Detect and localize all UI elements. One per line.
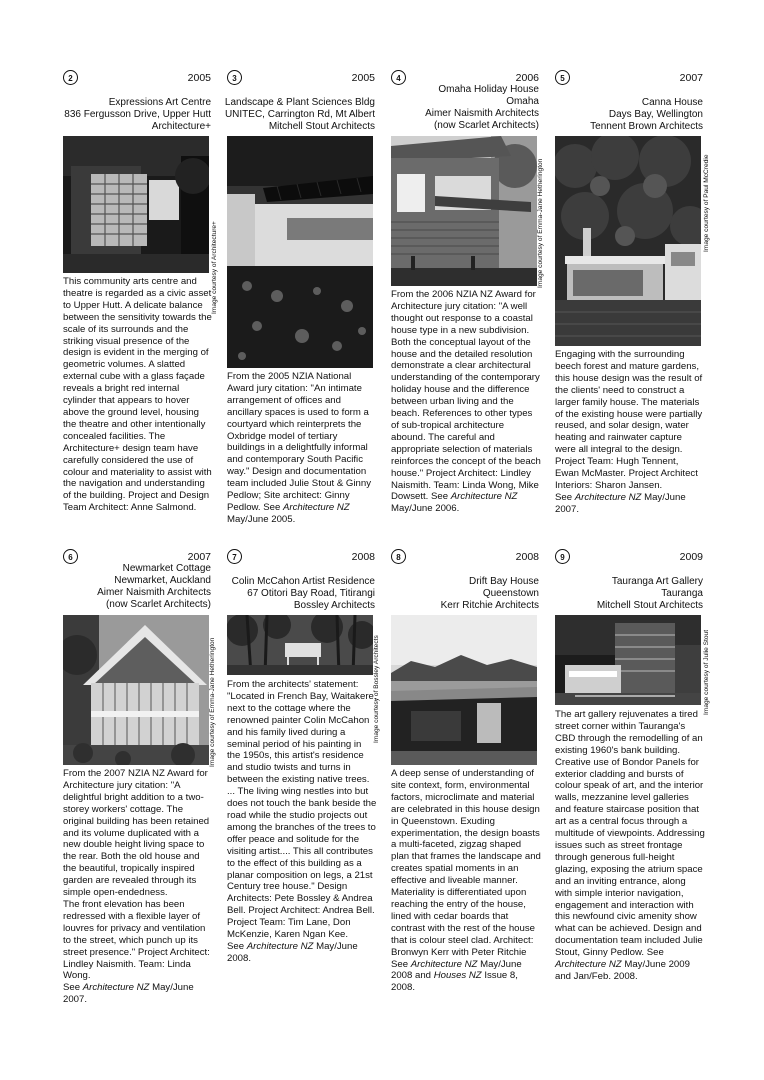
project-architect: Aimer Naismith Architects (97, 587, 211, 598)
entry-description (555, 709, 705, 983)
entry-year: 2008 (351, 551, 375, 563)
entry-year: 2005 (351, 72, 375, 84)
entry-year: 2008 (515, 551, 539, 563)
project-location: Omaha (506, 96, 539, 107)
project-name: Colin McCahon Artist Residence (231, 576, 375, 587)
project-location: 67 Otitori Bay Road, Titirangi (247, 588, 375, 599)
project-architect-note: (now Scarlet Architects) (433, 120, 539, 131)
entry-header (64, 97, 211, 133)
project-name: Expressions Art Centre (108, 97, 211, 108)
entry-number-badge: 5 (555, 70, 570, 85)
photo-credit: Image courtesy of Julie Stout (703, 629, 710, 715)
entry-header (225, 97, 375, 133)
description-paragraph: From the 2006 NZIA NZ Award for Architecture jury citation: "A well thought out response to a coastal house type in a new subdivision. Both the conceptual layout of the house and the detailed resolution demonstrate a clear architectural understanding of the contemporary holiday house and the difference between urban living and the beach. References to other types of sub-tropical architecture abound. The careful and appropriate selection of materials reinforces the concept of the beach house." Project Architect: Lindley Naismith. Team: Linda Wong, Mike Dowsett. (391, 289, 541, 503)
project-architect: Bossley Architects (293, 600, 375, 611)
project-name: Omaha Holiday House (438, 84, 539, 95)
project-architect: Aimer Naismith Architects (425, 108, 539, 119)
description-paragraph: Engaging with the surrounding beech forest and mature gardens, this house design was the result of the clients' need to construct a larger family house. The materials of the existing house were partially reused, and solar design, water heating and rainwater capture were all integral to the design. Project Team: Hugh Tennent, Ewan McMaster. Project Architect Interiors: Sharon Jansen. (555, 349, 703, 491)
project-photo (555, 136, 701, 346)
photo-credit: Image courtesy of Paul McCredie (703, 154, 710, 252)
entry-header (597, 576, 703, 612)
entry-year: 2009 (679, 551, 703, 563)
see-also-prefix: See (431, 491, 451, 503)
see-also-issue: May/June 2007. (63, 982, 194, 1006)
see-also-publication: Architecture NZ (246, 940, 314, 952)
see-also-prefix: See (227, 940, 247, 952)
project-architect: Tennent Brown Architects (590, 121, 703, 132)
entry-number-badge: 2 (63, 70, 78, 85)
see-also-prefix: See (391, 958, 411, 970)
see-also-issue: May/June 2007. (555, 491, 686, 515)
entry-number-badge: 7 (227, 549, 242, 564)
description-paragraph: The front elevation has been redressed with a flexible layer of louvres for privacy and ventilation to the street, which punch up its street presence." Project Architect: Lindley Naismith. Team: Linda Wong. (63, 898, 210, 982)
entry-year: 2005 (187, 72, 211, 84)
photo-credit: Image courtesy of Bossley Architects (373, 635, 380, 743)
project-architect: Architecture+ (151, 121, 211, 132)
see-also-publication: Architecture NZ (450, 491, 518, 503)
project-photo (391, 136, 537, 286)
see-also-publication: Architecture NZ (283, 501, 350, 513)
project-location: Queenstown (482, 588, 539, 599)
entry-description (391, 768, 541, 994)
photo-credit: Image courtesy of Emma-Jane Hetherington (537, 158, 544, 288)
description-paragraph: A deep sense of understanding of site context, form, environmental factors, microclimate and material are celebrated in this house design in Queenstown. Exuding experimentation, the design boasts a multi-faceted, zigzag shaped plan that frames the landscape and creates spatial moments in an effective and liveable manner. Materiality is differentiated upon reaching the entry of the house, lined with cedar boards that contrast with the rest of the house that is colour steel clad. Architect: Bronwyn Kerr with Peter Ritchie (391, 768, 541, 958)
see-also-issue: May/June 2008. (227, 940, 358, 964)
project-architect: Mitchell Stout Architects (268, 121, 375, 132)
project-location: Tauranga (661, 588, 703, 599)
project-location: Newmarket, Auckland (114, 575, 211, 586)
project-location: UNITEC, Carrington Rd, Mt Albert (224, 109, 375, 120)
entry-header (441, 576, 539, 612)
project-location: Days Bay, Wellington (608, 109, 703, 120)
project-name: Newmarket Cottage (122, 563, 211, 574)
project-photo (63, 615, 209, 765)
project-photo (555, 615, 701, 705)
project-photo (391, 615, 537, 765)
description-paragraph: From the 2005 NZIA National Award jury citation: "An intimate arrangement of offices and ancillary spaces is used to form a courtyard which reinterprets the Oxbridge model of tertiary buildings in a delightfully informal and contemporary South Pacific way." Design and documentation team included Julie Stout & Ginny Pedlow; Site architect: Ginny Pedlow. (227, 371, 371, 513)
project-name: Tauranga Art Gallery (611, 576, 703, 587)
see-also-prefix: See (63, 982, 83, 994)
entry-number-badge: 4 (391, 70, 406, 85)
entry-number-badge: 6 (63, 549, 78, 564)
entry-description (555, 349, 705, 516)
entry-number-badge: 9 (555, 549, 570, 564)
entry-header (97, 563, 211, 611)
see-also-publication-2: Houses NZ (433, 970, 482, 982)
description-paragraph: The art gallery rejuvenates a tired street corner within Tauranga's CBD through the remodelling of an existing 1960's bank building. Creative use of Bondor Panels for exterior cladding and bursts of colour speak of art, and the interior walls, mezzanine level galleries and feature staircase position that art as a central focus through a multitude of viewpoints. Addressing issues such as street frontage through generous full-height glazing, exposing the atrium space and an inviting entrance, along with simple interior navigation, engagement and interaction with this newfound civic amenity show what can be achieved. Design and documentation team included Julie Stout, Ginny Pedlow. (555, 709, 705, 959)
see-also-publication: Architecture NZ (574, 491, 642, 503)
entry-description (63, 768, 213, 1006)
entry-header (425, 84, 539, 132)
see-also-issue: May/June 2008 and (391, 958, 522, 982)
entry-header (590, 97, 703, 133)
see-also-publication: Architecture NZ (410, 958, 478, 970)
project-name: Canna House (641, 97, 703, 108)
entry-description (63, 276, 213, 514)
photo-credit: Image courtesy of Emma-Jane Hetherington (209, 637, 216, 767)
project-photo (227, 615, 373, 675)
project-architect-note: (now Scarlet Architects) (105, 599, 211, 610)
description-paragraph: From the architects' statement: "Located in French Bay, Waitakere, next to the cottage where the renowned painter Colin McCahon and his family lived during a seminal period of his painting in the 1950s, this artist's residence and studio twists and turns in between the existing native trees. ... The living wing nestles into but does not touch the bank beside the road while the studio projects out among the branches of the trees to offer peace and solitude for the visiting artist.... This all contributes to the effect of this building as a planar composition on legs, a 21st Century tree house." Design Architects: Pete Bossley & Andrea Bell. Project Architect: Andrea Bell. Project Team: Tim Lane, Don McKenzie, Karen Ngan Kee. (227, 679, 377, 941)
project-architect: Mitchell Stout Architects (596, 600, 703, 611)
see-also-prefix: See (646, 947, 664, 959)
project-photo (63, 136, 209, 273)
see-also-issue-2: Issue 8, 2008. (391, 970, 518, 994)
entry-description (227, 679, 377, 965)
entry-year: 2007 (187, 551, 211, 563)
entry-year: 2007 (679, 72, 703, 84)
project-location: 836 Fergusson Drive, Upper Hutt (64, 109, 211, 120)
description-paragraph: From the 2007 NZIA NZ Award for Architecture jury citation: "A delightful bright addition to a two-storey workers' cottage. The original building has been retained and its volume duplicated with a new double height living space to the rear. Both the old house and the beautiful, tropically inspired garden are revealed through its simple open-endedness. (63, 768, 210, 899)
project-photo (227, 136, 373, 368)
see-also-prefix: See (555, 491, 575, 503)
project-architect: Kerr Ritchie Architects (440, 600, 539, 611)
entry-description (391, 289, 541, 515)
entry-number-badge: 8 (391, 549, 406, 564)
see-also-prefix: See (263, 501, 284, 513)
project-name: Landscape & Plant Sciences Bldg (224, 97, 375, 108)
entry-number-badge: 3 (227, 70, 242, 85)
description-paragraph: This community arts centre and theatre is regarded as a civic asset to Upper Hutt. A delicate balance between the sensitivity towards the scale of its surrounds and the striking visual presence of the design is evident in the merging of geometric volumes. A slatted external cube with a glass façade reveals a bright red internal cylinder that appears to hover above the ground level, housing the theatre and other intentionally concealed facilities. The Architecture+ design team have carefully considered the use of colour and materiality to assist with the navigation and understanding of the building. Project and Design Team Architect: Anne Salmond. (63, 276, 212, 514)
entry-description (227, 371, 377, 526)
project-name: Drift Bay House (468, 576, 539, 587)
entry-header (232, 576, 375, 612)
see-also-issue: May/June 2005. (227, 513, 296, 525)
see-also-publication: Architecture NZ (82, 982, 150, 994)
see-also-issue: May/June 2006. (391, 503, 460, 515)
see-also-publication: Architecture NZ (555, 959, 622, 971)
photo-credit: Image courtesy of Architecture+ (211, 221, 218, 314)
see-also-issue: May/June 2009 and Jan/Feb. 2008. (555, 959, 690, 982)
entry-year: 2006 (515, 72, 539, 84)
